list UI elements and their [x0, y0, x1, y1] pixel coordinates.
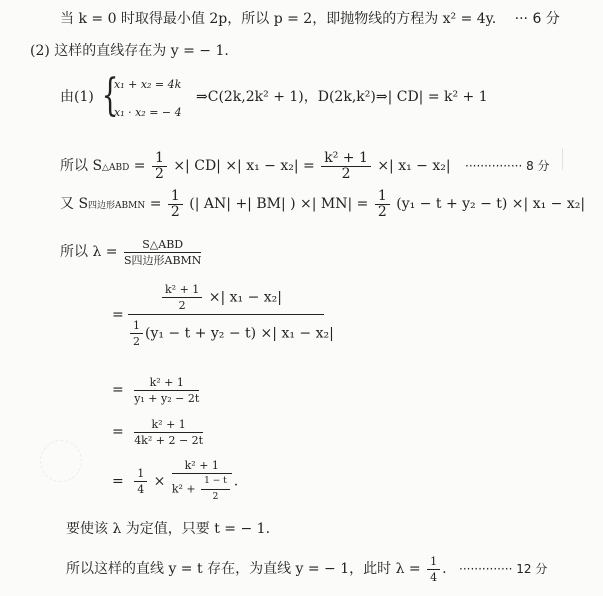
frac-den: 4k² + 2 − 2t: [134, 433, 204, 447]
step-3-eq: =: [112, 424, 124, 440]
system-eq2: x₁ · x₂ = − 4: [114, 106, 182, 119]
area-abmn-mid: =: [145, 196, 166, 212]
step-3: [112, 414, 205, 450]
step-1-bar: [128, 314, 324, 315]
step-1-denominator: [128, 318, 334, 349]
area-abd-tail: ×| x₁ − x₂|: [377, 158, 451, 174]
frac-den-pre: k² +: [171, 482, 200, 496]
step-2: [112, 372, 201, 408]
conclusion-2-text: 所以这样的直线 y = t 存在，为直线 y = − 1，此时 λ =: [66, 561, 426, 577]
frac-den: 2: [133, 335, 140, 348]
area-abmn-prefix: 又 S: [60, 196, 89, 212]
area-abd-sub: △ABD: [102, 163, 130, 173]
lambda-frac: [124, 237, 201, 268]
line-1-text: 当 k = 0 时取得最小值 2p，所以 p = 2，即抛物线的方程为 x² = 4y.: [60, 11, 497, 27]
frac-num: k² + 1: [134, 417, 203, 433]
frac-den: 2: [178, 299, 186, 312]
area-abd-frac-half: [152, 151, 167, 182]
part-2-heading: (2) 这样的直线存在为 y = − 1.: [30, 43, 229, 59]
score-12: ·············· 12 分: [459, 562, 548, 576]
inner-den: 2: [212, 492, 219, 502]
frac-num: 1: [134, 466, 147, 482]
line-1: [60, 10, 560, 28]
conclusion-2-frac: [427, 554, 440, 585]
area-abmn-tail: (y₁ − t + y₂ − t) ×| x₁ − x₂|: [396, 196, 586, 212]
system-prefix: 由(1): [60, 89, 94, 105]
frac-num: k² + 1: [134, 375, 199, 391]
inner-frac: [201, 474, 230, 505]
frac-den: y₁ + y₂ − 2t: [134, 391, 200, 405]
frac-num: 1: [427, 554, 440, 570]
frac-num: k² + 1: [321, 151, 371, 167]
step-3-frac: [134, 417, 203, 448]
conclusion-1: 要使该 λ 为定值，只要 t = − 1.: [66, 521, 271, 537]
area-abmn-line: [60, 186, 585, 224]
lambda-den: S四边形ABMN: [123, 253, 202, 267]
step-1-num-frac: [162, 282, 202, 313]
step-1-den-tail: (y₁ − t + y₂ − t) ×| x₁ − x₂|: [145, 325, 334, 342]
score-8: ··············· 8 分: [465, 159, 550, 173]
scan-mark: [40, 440, 82, 482]
frac-num: k² + 1: [162, 282, 202, 298]
step-1-eq: =: [112, 307, 124, 323]
frac-den-compound: [172, 474, 232, 505]
area-abd-eq: =: [129, 158, 150, 174]
frac-num: 1: [168, 189, 183, 205]
frac-num: 1: [375, 189, 390, 205]
step-4-frac-quarter: [134, 466, 147, 497]
frac-den: 2: [170, 203, 180, 220]
step-4-times: ×: [153, 473, 170, 490]
scan-mark: [562, 148, 593, 170]
area-abd-line: [60, 148, 550, 186]
frac-den: 2: [154, 165, 164, 182]
system-result: ⇒C(2k,2k² + 1)，D(2k,k²)⇒| CD| = k² + 1: [196, 89, 488, 105]
area-abd-frac-k: [321, 151, 371, 182]
area-abmn-body: (| AN| +| BM| ) ×| MN| =: [189, 196, 373, 212]
inner-num: 1 − t: [201, 474, 230, 490]
left-brace-icon: {: [101, 70, 119, 121]
score-6: ··· 6 分: [514, 11, 560, 27]
step-1-den-frac: [130, 318, 143, 349]
frac-den: 2: [341, 165, 351, 182]
frac-num: 1: [152, 151, 167, 167]
area-abmn-sub: 四边形ABMN: [88, 201, 146, 211]
area-abd-mid: ×| CD| ×| x₁ − x₂| =: [173, 158, 320, 174]
lambda-num: S△ABD: [124, 237, 201, 253]
frac-num: k² + 1: [172, 458, 232, 474]
step-4-eq: =: [112, 473, 124, 490]
system-eq1: x₁ + x₂ = 4k: [114, 78, 182, 91]
step-1-num-tail: ×| x₁ − x₂|: [204, 289, 283, 306]
area-abd-prefix: 所以 S: [60, 158, 103, 174]
area-abmn-frac-half: [168, 189, 183, 220]
conclusion-2-end: .: [442, 561, 447, 577]
conclusion-2: [66, 552, 547, 586]
frac-den: 4: [137, 483, 145, 496]
step-1-numerator: [160, 282, 282, 313]
frac-num: 1: [130, 318, 143, 334]
step-4-frac-main: [172, 458, 232, 505]
lambda-prefix: 所以 λ =: [60, 244, 122, 260]
step-2-frac: [134, 375, 199, 406]
frac-den: 2: [377, 203, 387, 220]
frac-den: 4: [430, 570, 438, 584]
lambda-line: [60, 232, 203, 272]
area-abmn-frac-half2: [375, 189, 390, 220]
step-4: [112, 458, 238, 505]
step-4-end: .: [233, 473, 239, 490]
step-2-eq: =: [112, 382, 124, 398]
